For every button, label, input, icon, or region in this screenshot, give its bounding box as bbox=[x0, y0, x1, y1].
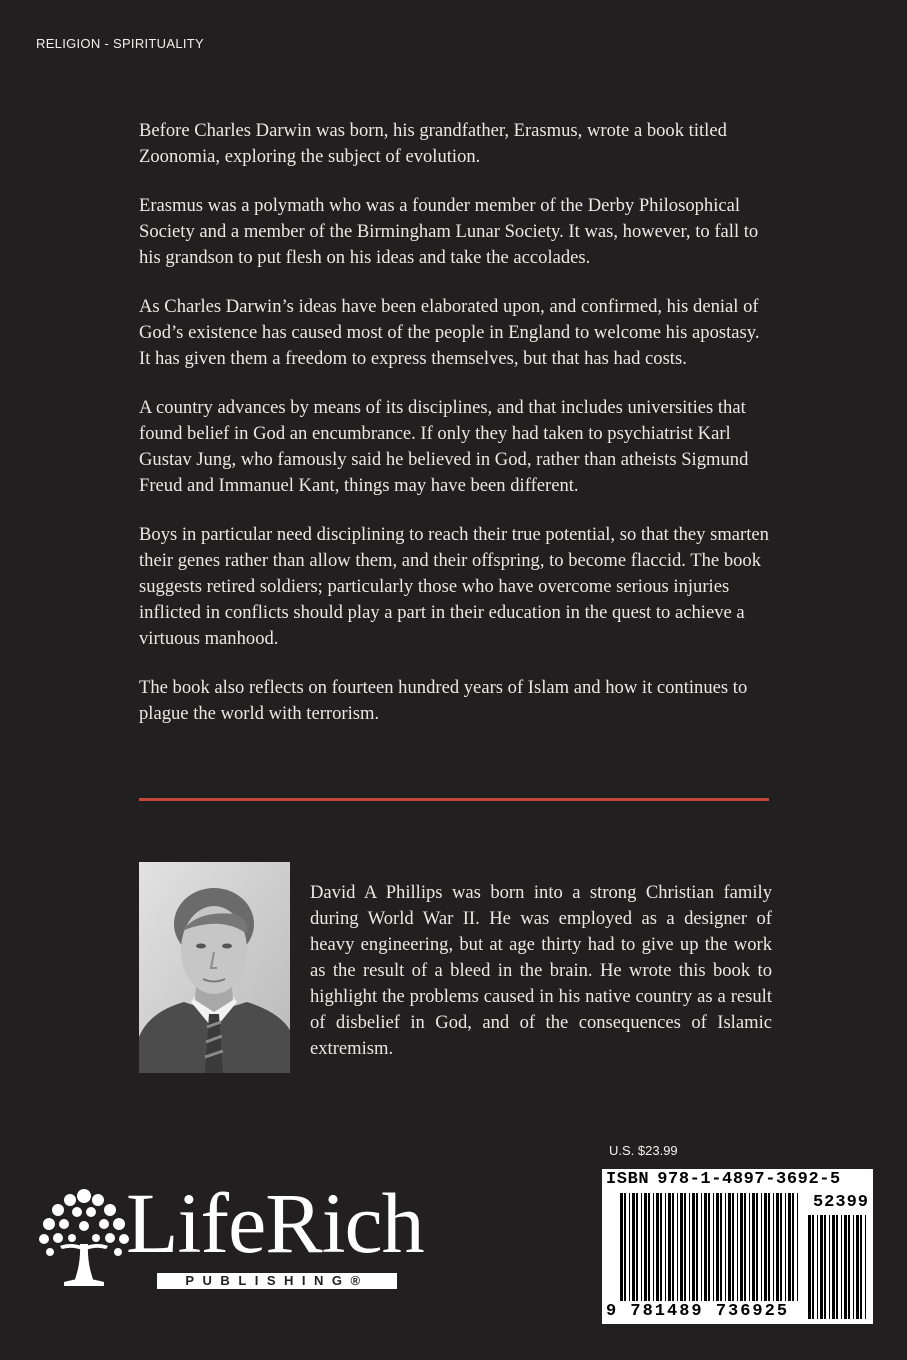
barcode-bar bbox=[653, 1193, 654, 1301]
barcode-bar bbox=[620, 1193, 623, 1301]
barcode-bar bbox=[865, 1215, 866, 1319]
barcode-bar bbox=[744, 1193, 746, 1301]
barcode-bar bbox=[776, 1193, 779, 1301]
barcode-bar bbox=[632, 1193, 635, 1301]
barcode-bar bbox=[665, 1193, 666, 1301]
barcode-bar bbox=[860, 1215, 862, 1319]
barcode-bar bbox=[656, 1193, 659, 1301]
barcode-bar bbox=[832, 1215, 835, 1319]
barcode-bar bbox=[829, 1215, 830, 1319]
barcode-bar bbox=[797, 1193, 798, 1301]
barcode-bar bbox=[701, 1193, 702, 1301]
back-cover-blurb bbox=[139, 118, 771, 750]
barcode-bar bbox=[856, 1215, 859, 1319]
barcode-bar bbox=[749, 1193, 750, 1301]
barcode-bar bbox=[820, 1215, 823, 1319]
barcode-bar bbox=[689, 1193, 690, 1301]
barcode-bar bbox=[756, 1193, 758, 1301]
barcode-bar bbox=[844, 1215, 847, 1319]
barcode-bar bbox=[644, 1193, 647, 1301]
barcode-bar bbox=[677, 1193, 678, 1301]
barcode-bar bbox=[641, 1193, 642, 1301]
barcode-bar bbox=[629, 1193, 630, 1301]
barcode-bar bbox=[725, 1193, 726, 1301]
publisher-subtitle: PUBLISHING® bbox=[157, 1273, 397, 1289]
barcode-bar bbox=[817, 1215, 818, 1319]
barcode-bar bbox=[788, 1193, 791, 1301]
barcode-bar bbox=[720, 1193, 722, 1301]
barcode-bar bbox=[708, 1193, 710, 1301]
barcode-bar bbox=[808, 1215, 811, 1319]
barcode-bar bbox=[732, 1193, 734, 1301]
barcode-bar bbox=[752, 1193, 755, 1301]
blurb-paragraph-5: Boys in particular need disciplining to reach their true potential, so that they smarten their genes rather than allow them, and their offspring, to become flaccid. The book suggests retired soldiers; particularly those who have overcome serious injuries inflicted in conflicts should play a part in their education in the quest to achieve a virtuous manhood. bbox=[139, 524, 769, 649]
barcode-bar bbox=[737, 1193, 738, 1301]
barcode-bar bbox=[740, 1193, 743, 1301]
category-label: RELIGION - SPIRITUALITY bbox=[36, 36, 204, 51]
barcode-bar bbox=[648, 1193, 650, 1301]
barcode-bar bbox=[768, 1193, 770, 1301]
isbn-barcode bbox=[602, 1169, 873, 1324]
tree-icon bbox=[34, 1184, 134, 1290]
barcode-bar bbox=[684, 1193, 686, 1301]
isbn-label: ISBN bbox=[606, 1170, 650, 1189]
barcode-bar bbox=[716, 1193, 719, 1301]
section-divider bbox=[139, 798, 769, 801]
barcode-bar bbox=[785, 1193, 786, 1301]
barcode-bar bbox=[780, 1193, 782, 1301]
barcode-bar bbox=[848, 1215, 850, 1319]
barcode-bar bbox=[636, 1193, 638, 1301]
barcode-bar bbox=[692, 1193, 695, 1301]
barcode-bar bbox=[812, 1215, 814, 1319]
barcode-bar bbox=[728, 1193, 731, 1301]
blurb-paragraph-1: Before Charles Darwin was born, his grandfather, Erasmus, wrote a book titled Zoonomia, exploring the subject of evolution. bbox=[139, 120, 727, 167]
author-portrait-image bbox=[139, 862, 290, 1073]
barcode-bar bbox=[824, 1215, 826, 1319]
barcode-bar bbox=[672, 1193, 674, 1301]
barcode-bar bbox=[853, 1215, 854, 1319]
price-addon-number: 52399 bbox=[812, 1193, 869, 1212]
blurb-paragraph-4: A country advances by means of its disciplines, and that includes universities that found belief in God an encumbrance. If only they had taken to psychiatrist Karl Gustav Jung, who famously said he believed in God, rather than atheists Sigmund Freud and Immanuel Kant, things may have been different. bbox=[139, 397, 749, 496]
barcode-bar bbox=[713, 1193, 714, 1301]
blurb-paragraph-2: Erasmus was a polymath who was a founder member of the Derby Philosophical Society and a member of the Birmingham Lunar Society. It was, however, to fall to his grandson to put flesh on his ideas and take the accolades. bbox=[139, 195, 759, 268]
isbn-number: 978-1-4897-3692-5 bbox=[657, 1170, 841, 1189]
blurb-paragraph-6: The book also reflects on fourteen hundred years of Islam and how it continues to plague the world with terrorism. bbox=[139, 677, 748, 724]
ean-number: 9 781489 736925 bbox=[606, 1302, 790, 1321]
publisher-logo bbox=[34, 1175, 424, 1290]
barcode-bar bbox=[660, 1193, 662, 1301]
barcode-bar bbox=[704, 1193, 707, 1301]
isbn-line bbox=[606, 1170, 869, 1189]
barcode-bar bbox=[773, 1193, 774, 1301]
barcode-bar bbox=[792, 1193, 794, 1301]
barcode-bar bbox=[624, 1193, 626, 1301]
publisher-name: LifeRich bbox=[126, 1175, 424, 1271]
barcode-bar bbox=[764, 1193, 767, 1301]
blurb-paragraph-3: As Charles Darwin’s ideas have been elaborated upon, and confirmed, his denial of God’s existence has caused most of the people in England to welcome his apostasy. It has given them a freedom to express themselves, but that has had costs. bbox=[139, 296, 760, 369]
barcode-bar bbox=[696, 1193, 698, 1301]
barcode-bar bbox=[761, 1193, 762, 1301]
barcode-bar bbox=[668, 1193, 671, 1301]
author-bio: David A Phillips was born into a strong Christian family during World War II. He was employed as a designer of heavy engineering, but at age thirty had to give up the work as the result of a bleed in the brain. He wrote this book to highlight the problems caused in his native country as a result of disbelief in God, and of the consequences of Islamic extremism. bbox=[310, 882, 772, 1059]
barcode-bar bbox=[841, 1215, 842, 1319]
author-photo bbox=[139, 862, 290, 1073]
price-label: U.S. $23.99 bbox=[609, 1143, 678, 1158]
barcode-bar bbox=[836, 1215, 838, 1319]
barcode-bar bbox=[680, 1193, 683, 1301]
